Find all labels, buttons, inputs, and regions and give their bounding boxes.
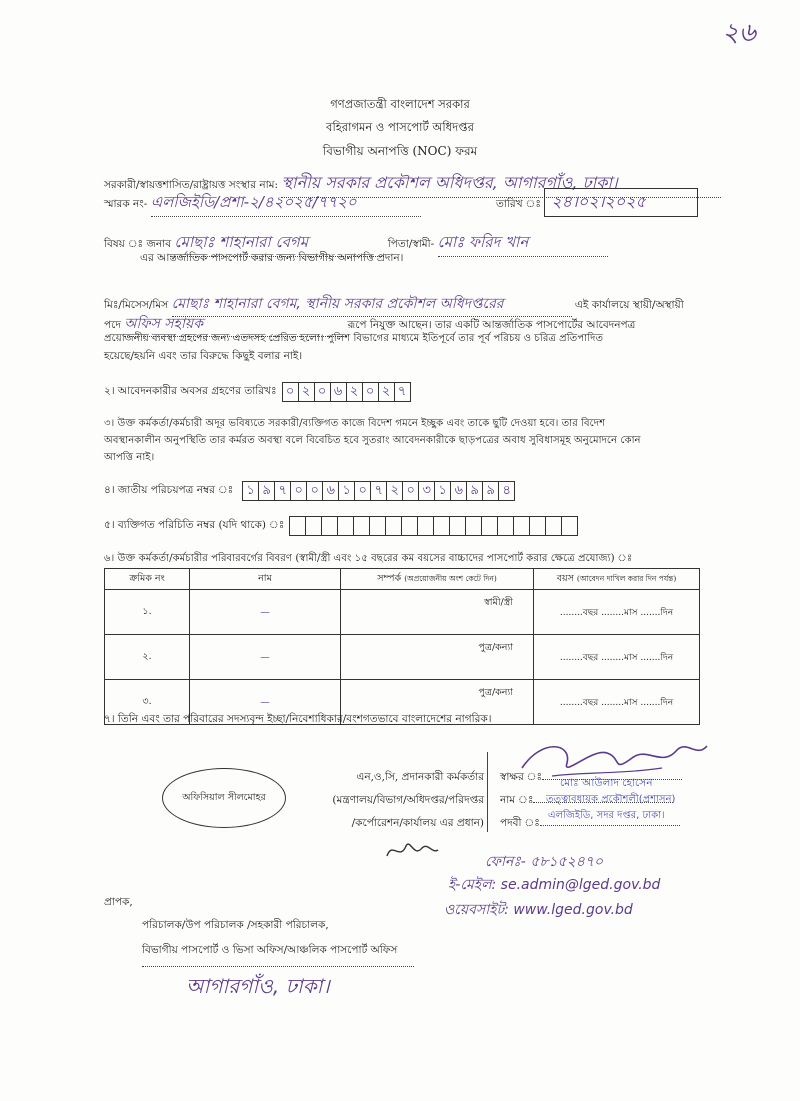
- item5-row: [104, 516, 578, 536]
- subject-label: বিষয় ঃ জনাব: [104, 238, 172, 250]
- col-relation: [341, 569, 534, 590]
- table-header-row: [105, 569, 700, 590]
- digit-box: ৯: [258, 481, 275, 501]
- digit-box: ৪: [498, 481, 515, 501]
- recipient-dotline: [142, 966, 414, 967]
- header-line-3: বিভাগীয় অনাপত্তি (NOC) ফরম: [322, 144, 478, 158]
- digit-box: ০: [402, 481, 419, 501]
- memo-row: [104, 191, 421, 217]
- empty-box: [353, 516, 370, 536]
- digit-box: ০: [290, 481, 307, 501]
- para1-suffix: এই কার্যালয়ে স্থায়ী/অস্থায়ী: [574, 299, 684, 311]
- digit-box: ২: [346, 382, 363, 402]
- para1-row4: হয়েছে/হয়নি এবং তার বিরুদ্ধে কিছুই বলার নাই।: [104, 350, 303, 362]
- org-label: সরকারী/স্বায়ত্তশাসিত/রাষ্ট্রায়ত্ত সংস্থার নাম:: [104, 179, 278, 191]
- subject-line-2: এর আন্তর্জাতিক পাসপোর্ট করার জন্য বিভাগীয় অনাপত্তি প্রদান।: [140, 252, 404, 264]
- para1-row3: প্রয়োজনীয় ব্যবস্থা গ্রহণের জন্য এতদসহ প্রেরিত হলো। পুলিশ বিভাগের মাধ্যমে ইতিপূর্বে তার পূর্ব পরিচয় ও চরিত্র প্রতিপাদিত: [104, 333, 604, 344]
- contact-web: ওয়েবসাইট: www.lged.gov.bd: [444, 902, 633, 918]
- col-name: নাম: [190, 569, 341, 590]
- authority-block: [322, 766, 484, 835]
- digit-box: ১: [434, 481, 451, 501]
- empty-box: [369, 516, 386, 536]
- row-serial: ৩.: [105, 680, 190, 725]
- digit-box: ৯: [482, 481, 499, 501]
- row-age: ........বছর ........মাস .......দিন: [534, 635, 700, 680]
- authority-line-1: এন,ও,সি, প্রদানকারী কর্মকর্তার: [356, 771, 484, 783]
- digit-box: ২: [386, 481, 403, 501]
- digit-box: ৯: [466, 481, 483, 501]
- row-age: ........বছর ........মাস .......দিন: [534, 590, 700, 635]
- recipient-handwritten: আগারগাঁও, ঢাকা।: [186, 974, 330, 998]
- contact-phone: ফোনঃ- ৫৮১৫২৪৭০: [485, 854, 604, 870]
- digit-box: ৬: [450, 481, 467, 501]
- item6-label: ৬। উক্ত কর্মকর্তা/কর্মচারীর পরিবারবর্গের বিবরণ (স্বামী/স্ত্রী এবং ১৫ বছরের কম বয়সের বাচ্চাদের পাসপোর্ট করার ক্ষেত্রে প্রযোজ্য) ঃ: [104, 553, 633, 564]
- digit-box: ০: [306, 481, 323, 501]
- digit-box: ৬: [330, 382, 347, 402]
- row-name: —: [190, 635, 341, 680]
- para1-name: মোছাঃ শাহানারা বেগম, স্থানীয় সরকার প্রকৌশল অধিদপ্তরের: [172, 292, 572, 317]
- table-row: [105, 590, 700, 635]
- page-number-mark: ২৬: [722, 18, 756, 48]
- digit-box: ০: [354, 481, 371, 501]
- empty-box: [289, 516, 306, 536]
- stamp-name: মোঃ আউলাদ হোসেন: [560, 777, 653, 789]
- contact-email: ই-মেইল: se.admin@lged.gov.bd: [448, 877, 661, 893]
- empty-box: [337, 516, 354, 536]
- row-relation: পুত্র/কন্যা: [341, 680, 534, 725]
- family-table-wrap: [104, 568, 700, 725]
- family-table: [104, 568, 700, 725]
- digit-box: ০: [314, 382, 331, 402]
- empty-box: [465, 516, 482, 536]
- seal-label: অফিসিয়াল সীলমোহর: [182, 791, 266, 803]
- item4-label: ৪। জাতীয় পরিচয়পত্র নম্বর ঃ: [104, 483, 234, 496]
- digit-box: ৭: [370, 481, 387, 501]
- row-serial: ১.: [105, 590, 190, 635]
- post-line: [540, 825, 680, 826]
- empty-box: [529, 516, 546, 536]
- row-age: ........বছর ........মাস .......দিন: [534, 680, 700, 725]
- retirement-date-boxes: [283, 382, 411, 402]
- empty-box: [513, 516, 530, 536]
- subject-parent-name: মোঃ ফরিদ খান: [438, 231, 608, 257]
- empty-box: [497, 516, 514, 536]
- authority-line-2: (মন্ত্রণালয়/বিভাগ/অধিদপ্তর/পরিদপ্তর: [332, 794, 484, 806]
- digit-box: ৬: [322, 481, 339, 501]
- divider: [487, 752, 489, 832]
- para1-post-suffix: রূপে নিযুক্ত আছেন। তার একটি আন্তর্জাতিক পাসপোর্টের আবেদনপত্র: [347, 319, 636, 331]
- empty-box: [401, 516, 418, 536]
- col-age-note: (আবেদন দাখিল করার দিন পর্যন্ত): [576, 573, 677, 583]
- empty-box: [449, 516, 466, 536]
- row-name: —: [190, 590, 341, 635]
- item3-line-3: আপত্তি নাই।: [104, 452, 155, 463]
- org-value: স্থানীয় সরকার প্রকৌশল অধিদপ্তর, আগারগাঁও, ঢাকা।: [281, 170, 721, 198]
- empty-box: [417, 516, 434, 536]
- initials-icon: [382, 836, 442, 866]
- memo-label: স্মারক নং-: [104, 198, 148, 210]
- para1-post: অফিস সহায়ক: [124, 312, 344, 337]
- row-name: —: [190, 680, 341, 725]
- empty-box: [561, 516, 578, 536]
- stamp-office: এলজিইডি, সদর দপ্তর, ঢাকা।: [548, 810, 665, 821]
- digit-box: ৩: [418, 481, 435, 501]
- digit-box: ২: [378, 382, 395, 402]
- col-age: [534, 569, 700, 590]
- item2-row: [104, 382, 411, 402]
- item3-line-1: ৩। উক্ত কর্মকর্তা/কর্মচারী অদূর ভবিষ্যতে সরকারী/ব্যক্তিগত কাজে বিদেশ গমনে ইচ্ছুক এবং তাকে ছুটি দেওয়া হবে। তার বিদেশ: [104, 418, 606, 429]
- recipient-label: প্রাপক,: [104, 896, 133, 908]
- empty-box: [305, 516, 322, 536]
- digit-box: ৭: [394, 382, 411, 402]
- item4-row: [104, 481, 515, 501]
- stamp-post: তত্ত্বাবধায়ক প্রকৌশলী(প্রশাসন): [546, 794, 676, 805]
- para1-prefix: মিঃ/মিসেস/মিস: [104, 299, 169, 311]
- item2-label: ২। আবেদনকারীর অবসর গ্রহণের তারিখঃ: [104, 384, 277, 397]
- item5-label: ৫। ব্যক্তিগত পরিচিতি নম্বর (যদি থাকে) ঃ: [104, 518, 285, 531]
- header-line-2: বহিরাগমন ও পাসপোর্ট অধিদপ্তর: [326, 120, 474, 134]
- nid-boxes: [243, 481, 515, 501]
- row-relation: স্বামী/স্ত্রী: [341, 590, 534, 635]
- para1-post-label: পদে: [104, 319, 121, 331]
- memo-date-value: ২৪।০২।২০২৫: [544, 188, 698, 217]
- memo-date-label: তারিখ ঃ: [496, 198, 541, 210]
- name-label: নাম ঃ: [500, 794, 534, 806]
- authority-line-3: /কর্পোরেশন/কার্যালয় এর প্রধান): [351, 817, 484, 829]
- empty-box: [433, 516, 450, 536]
- post-label: পদবী ঃ: [500, 817, 540, 829]
- subject-name: মোছাঃ শাহানারা বেগম: [174, 231, 384, 257]
- subject-parent-label: পিতা/স্বামী-: [387, 238, 435, 250]
- personal-id-boxes: [290, 516, 578, 536]
- digit-box: ২: [298, 382, 315, 402]
- item3-block: [104, 415, 774, 466]
- col-serial: ক্রমিক নং: [105, 569, 190, 590]
- row-relation: পুত্র/কন্যা: [341, 635, 534, 680]
- memo-date-row: [496, 188, 698, 217]
- item3-line-2: অবস্থানকালীন অনুপস্থিতি তার কর্মরত অবস্থা বলে বিবেচিত হবে সুতরাং আবেদনকারীকে ছাড়পত্রের অবাধ সুবিধাসমূহ অনুমোদনে কোন: [104, 435, 641, 446]
- empty-box: [545, 516, 562, 536]
- recipient-line-2: বিভাগীয় পাসপোর্ট ও ভিসা অফিস/আঞ্চলিক পাসপোর্ট অফিস: [142, 944, 398, 956]
- digit-box: ১: [338, 481, 355, 501]
- item7-text: ৭। তিনি এবং তার পরিবারের সদস্যবৃন্দ ইচ্ছা/নিবেশাধিকার/বংশগতভাবে বাংলাদেশের নাগরিক।: [104, 713, 492, 725]
- empty-box: [481, 516, 498, 536]
- memo-value: এলজিইডি/প্রশা-২/৪২০২৫/৭৭২০: [151, 191, 421, 217]
- row-serial: ২.: [105, 635, 190, 680]
- sig-label: স্বাক্ষর ঃ: [500, 771, 543, 783]
- empty-box: [321, 516, 338, 536]
- digit-box: ০: [282, 382, 299, 402]
- doc-header: [0, 96, 800, 163]
- official-seal: [162, 768, 286, 828]
- col-relation-note: (অপ্রয়োজনীয় অংশ কেটে দিন): [404, 573, 497, 583]
- col-relation-label: সম্পর্ক: [377, 572, 402, 584]
- table-row: [105, 635, 700, 680]
- recipient-line-1: পরিচালক/উপ পরিচালক /সহকারী পরিচালক,: [142, 919, 329, 931]
- digit-box: ০: [362, 382, 379, 402]
- digit-box: ১: [242, 481, 259, 501]
- col-age-label: বয়স: [556, 572, 574, 584]
- digit-box: ৭: [274, 481, 291, 501]
- empty-box: [385, 516, 402, 536]
- header-line-1: গণপ্রজাতন্ত্রী বাংলাদেশ সরকার: [330, 97, 470, 111]
